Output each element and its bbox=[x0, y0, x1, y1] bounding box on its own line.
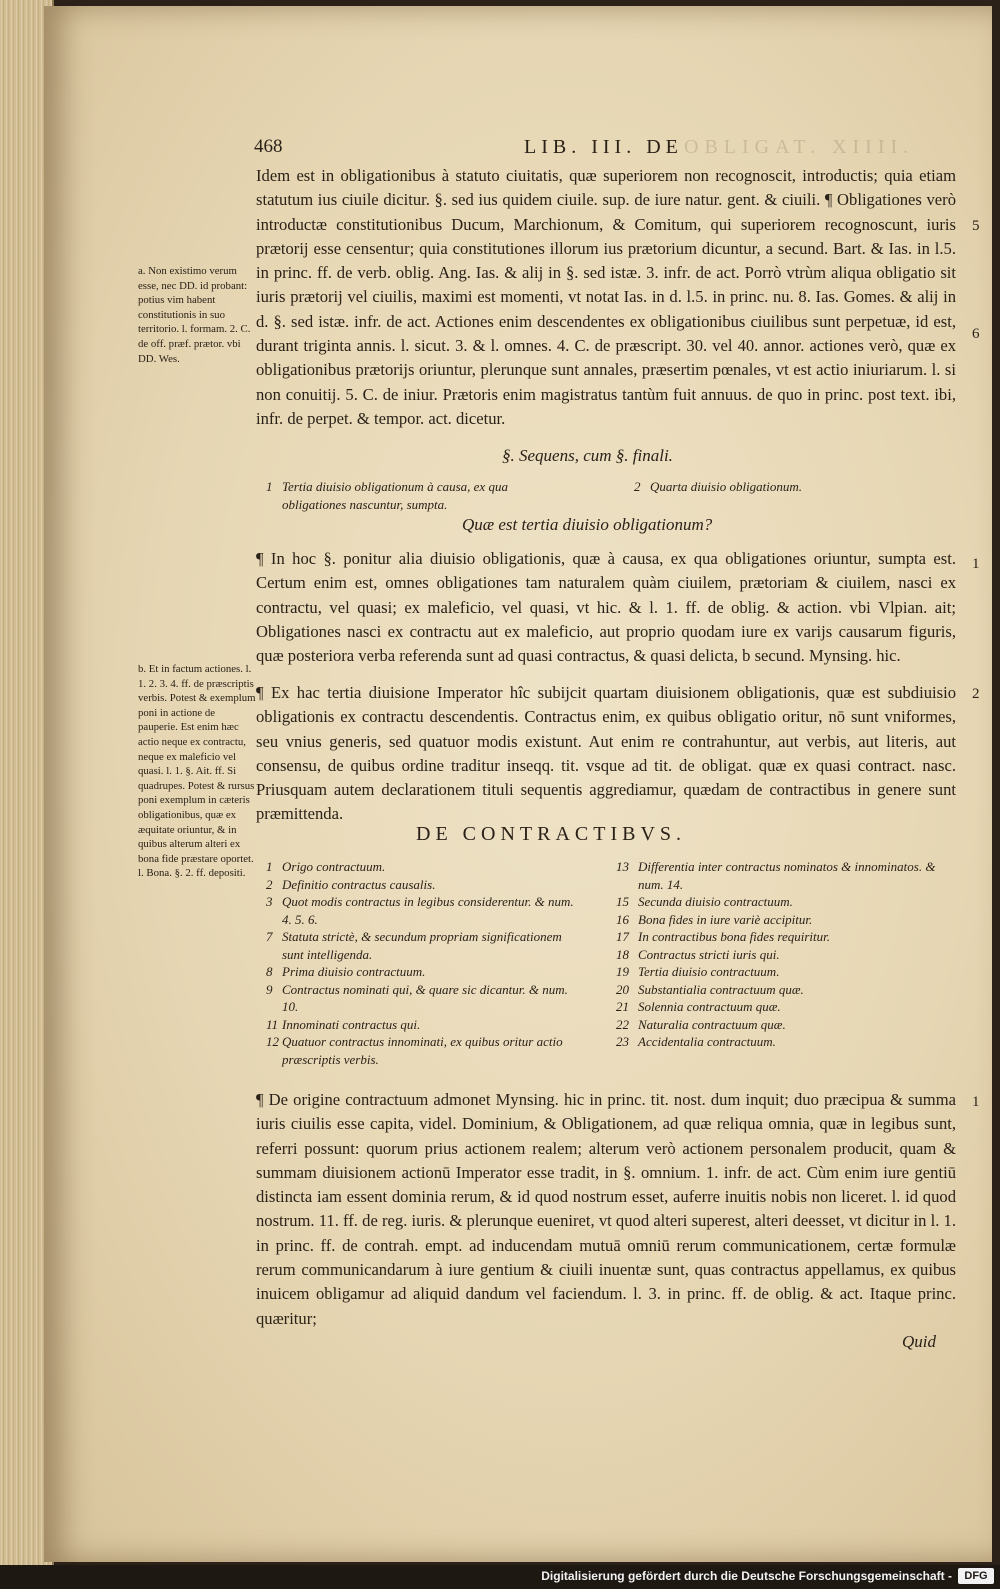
paragraph-text: ¶ Ex hac tertia diuisione Imperator hîc subijcit quartam diuisionem obligationis, quæ est subdiuisio obligationis ex contractu descendentis. Contractus enim, ex quibus obligatio oritur, nō sunt vniformes, seu vnius generis, sed quatuor modis existunt. Aut enim re contrahuntur, aut verbis, aut literis, aut consensu, de quibus ordine traditur inseqq. tit. vsque ad tit. de obligat. quæ ex quasi contract. nasc. Priusquam autem declarationem tituli sequentis aggrediamur, quædam de contractibus in genere sunt præmittenda. bbox=[256, 683, 956, 824]
running-head bbox=[44, 136, 992, 162]
paragraph-obligationes bbox=[256, 164, 956, 431]
margin-number: 6 bbox=[972, 326, 980, 342]
summary-item: 7 Statuta strictè, & secundum propriam significationem sunt intelligenda. bbox=[266, 929, 562, 962]
summary-item: 17 In contractibus bona fides requiritur. bbox=[616, 929, 830, 944]
footer-credit: Digitalisierung gefördert durch die Deutsche Forschungsgemeinschaft - bbox=[541, 1569, 952, 1583]
summary-item: 23 Accidentalia contractuum. bbox=[616, 1034, 776, 1049]
summary-item: 1 Tertia diuisio obligationum à causa, ex qua obligationes nascuntur, sumpta. bbox=[266, 479, 508, 512]
summary-item: 1 Origo contractuum. bbox=[266, 859, 386, 874]
paragraph-quarta-diuisio bbox=[256, 681, 956, 827]
paragraph-text: Idem est in obligationibus à statuto ciuitatis, quæ superiorem non recognoscit, introductis; quia etiam statutum ius ciuile dicitur. §. sed ius quidem ciuile. sup. de iure natur. gent. & ciuili. ¶ Obligationes verò introductæ constitutionibus Ducum, Marchionum, & Comitum, qui superiorem recognoscunt, iuris prætorij esse censentur; quia constitutiones illorum ius prætorium dicuntur, a secund. Bart. & Ias. in l.5. in princ. ff. de verb. oblig. Ang. Ias. & alij in §. sed istæ. 3. infr. de act. Porrò vtrùm aliqua obligatio sit iuris prætorij vel ciuilis, maximi est momenti, vt notat Ias. in d. l.5. in princ. nu. 8. Ias. Gomes. & alij in d. §. sed istæ. infr. de act. Actiones enim descendentes ex obligationibus ciuilibus sunt perpetuæ, id est, durant triginta annis. l. sicut. 3. & l. omnes. 4. C. de præscript. 30. vel 40. annor. actiones verò, quæ ex obligationibus prætorijs oriuntur, plerunque sunt annales, præsertim pœnales, vt est actio iniuriarum. l. si non conuitij. 5. C. de iniur. Prætoris enim magistratus tantùm fuit annuus. de quo in princ. post text. ibi, infr. de perpet. & tempor. act. dicetur. bbox=[256, 166, 956, 428]
paragraph-de-origine bbox=[256, 1088, 956, 1331]
digitization-footer bbox=[0, 1565, 1000, 1589]
summary-item: 18 Contractus stricti iuris qui. bbox=[616, 946, 780, 962]
summary-item: 2 Definitio contractus causalis. bbox=[266, 876, 436, 892]
margin-number: 1 bbox=[972, 1094, 980, 1110]
summary-item: 20 Substantialia contractuum quæ. bbox=[616, 981, 804, 997]
paragraph-text: ¶ De origine contractuum admonet Mynsing. hic in princ. tit. nost. dum inquit; duo præcipua & summa iuris ciuilis esse capita, videl. Dominium, & Obligationem, ad quæ reliqua omnia, quæ in legibus sunt, referri possunt: quorum prius actionem realem; alterum verò actionem personalem producit, quam & summam diuisionem actionū Imperator esse tradit, in §. omnium. 1. infr. de act. Cùm enim iure gentiū distincta iam essent dominia rerum, & id quod nostrum esset, auferre inuitis nobis non liceret. l. id quod nostrum. 11. ff. de reg. iuris. & plerunque eueniret, vt quod alteri superest, alteri deesset, vt dicitur in l. 1. in princ. ff. de contrah. empt. ad inducendam mutuā omniū rerum communicationem, certæ formulæ rerum communicandarum à iure gentium & ciuili inuentæ sunt, quas contractus appellamus, ex quibus inuicem obligamur ad aliquid dandum vel faciendum. l. 3. in princ. ff. de oblig. & act. Itaque princ. quæritur; bbox=[256, 1090, 956, 1328]
summary-item: 12 Quatuor contractus innominati, ex quibus oritur actio præscriptis verbis. bbox=[266, 1034, 563, 1067]
summary-column bbox=[266, 478, 566, 513]
summary-item: 19 Tertia diuisio contractuum. bbox=[616, 964, 780, 979]
catchword: Quid bbox=[902, 1332, 936, 1351]
summary-item: 9 Contractus nominati qui, & quare sic dicantur. & num. 10. bbox=[266, 981, 568, 1014]
paragraph-tertia-diuisio bbox=[256, 547, 956, 668]
summary-column bbox=[616, 858, 946, 1051]
bleed-through-text: OBLIGAT. XIIII. bbox=[684, 136, 915, 158]
sidenote-b: b. Et in factum actiones. l. 1. 2. 3. 4. ff. de præscriptis verbis. Potest & exemplum poni in actione de pauperie. Est enim hæc actio neque ex contractu, neque ex maleficio vel quasi. l. 1. §. Ait. ff. Si quadrupes. Potest & rursus poni exemplum in cæteris obligationibus, quæ ex æquitate oriuntur, & in quibus alterum alteri ex bona fide præstare oportet. l. Bona. §. 2. ff. depositi. bbox=[138, 663, 256, 880]
summary-item: 11 Innominati contractus qui. bbox=[266, 1016, 421, 1032]
sidenote-a: a. Non existimo verum esse, nec DD. id probant: potius vim habent constitutionis in suo territorio. l. formam. 2. C. de off. præf. prætor. vbi DD. Wes. bbox=[138, 265, 251, 365]
summary-item: 15 Secunda diuisio contractuum. bbox=[616, 894, 793, 909]
summary-list-2 bbox=[266, 858, 946, 1083]
summary-item: 22 Naturalia contractuum quæ. bbox=[616, 1016, 786, 1032]
summary-item: 8 Prima diuisio contractuum. bbox=[266, 964, 426, 979]
page-number: 468 bbox=[254, 136, 283, 157]
summary-item: 21 Solennia contractuum quæ. bbox=[616, 999, 781, 1014]
question-heading: Quæ est tertia diuisio obligationum? bbox=[462, 515, 713, 534]
summary-list-1 bbox=[266, 478, 866, 518]
summary-item: 2 Quarta diuisio obligationum. bbox=[634, 479, 803, 494]
summary-item: 13 Differentia inter contractus nominatos & innominatos. & num. 14. bbox=[616, 859, 936, 892]
section-heading: §. Sequens, cum §. finali. bbox=[502, 446, 673, 465]
margin-number: 1 bbox=[972, 556, 980, 572]
margin-number: 5 bbox=[972, 218, 980, 234]
book-page bbox=[44, 6, 992, 1562]
dfg-logo: DFG bbox=[958, 1568, 994, 1584]
summary-column bbox=[634, 478, 864, 496]
summary-item: 3 Quot modis contractus in legibus considerentur. & num. 4. 5. 6. bbox=[266, 894, 574, 927]
summary-column bbox=[266, 858, 586, 1068]
section-title-de-contractibus: DE CONTRACTIBVS. bbox=[416, 823, 687, 845]
paragraph-text: ¶ In hoc §. ponitur alia diuisio obligationis, quæ à causa, ex qua obligationes oriuntur, sumpta est. Certum enim est, omnes obligationes tam naturalem quàm ciuilem, prætoriam & ciuilem, nasci ex contractu, vel quasi; ex maleficio, vel quasi, vt hic. & l. 1. ff. de oblig. & action. vbi Vlpian. ait; Obligationes nasci ex contractu aut ex maleficio, aut proprio quodam iure ex varijs causarum figuris, quæ posteriora verba referenda sunt ad quasi contractus, & quasi delicta, b secund. Mynsing. hic. bbox=[256, 549, 956, 666]
running-head-title: LIB. III. DE bbox=[524, 136, 683, 158]
margin-number: 2 bbox=[972, 686, 980, 702]
summary-item: 16 Bona fides in iure variè accipitur. bbox=[616, 911, 813, 927]
